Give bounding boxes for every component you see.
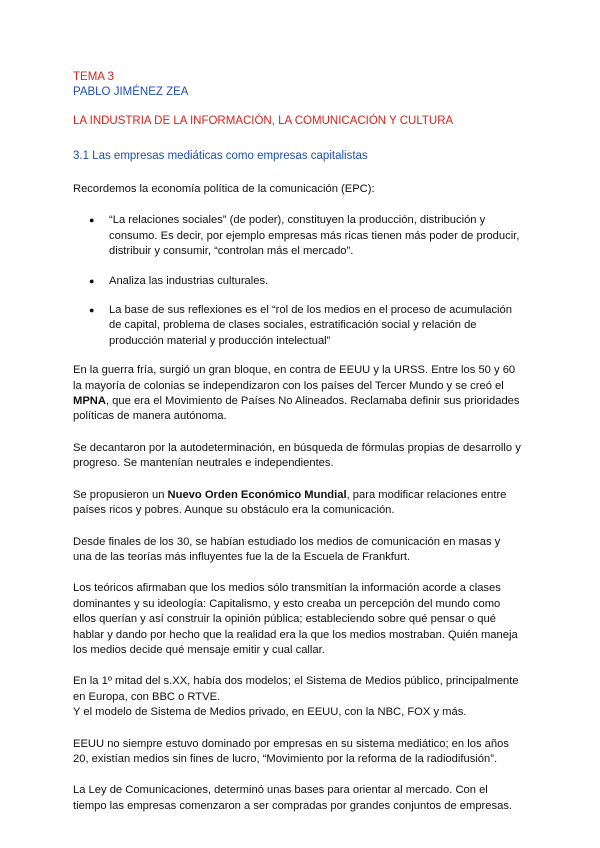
list-item: ● La base de sus reflexiones es el “rol de los medios en el proceso de acumulación de capital, problema de clases sociales, estratificación social y relación de producción material y producción intelectual” (89, 304, 512, 347)
paragraph-nuevo-orden: Se propusieron un Nuevo Orden Económico Mundial, para modificar relaciones entre países ricos y pobres. Aunque su obstáculo era la comunicación. (73, 488, 507, 517)
list-item: ● “La relaciones sociales” (de poder), constituyen la producción, distribución y consumo. Es decir, por ejemplo empresas más ricas tienen más poder de producir, distribuir y consumir, “controlan más el mercado”. (89, 214, 520, 258)
paragraph-teoricos: Los teóricos afirmaban que los medios sólo transmitían la información acorde a clases dominantes y su ideología: Capitalismo, y esto creaba un percepción del mundo como ellos querían y así construir la opinión pública; estableciendo sobre qué pensar o qué hablar y dando por hecho que la realidad era la que los medios mostraban. Quién maneja los medios decide qué mensaje emitir y cual callar. (73, 582, 518, 656)
paragraph-modelos-privado: Y el modelo de Sistema de Medios privado, en EEUU, con la NBC, FOX y más. (73, 706, 467, 719)
paragraph-autodeterminacion: Se decantaron por la autodeterminación, en búsqueda de fórmulas propias de desarrollo y progreso. Se mantenían neutrales e independientes. (73, 441, 521, 470)
paragraph-ley: La Ley de Comunicaciones, determinó unas bases para orientar al mercado. Con el tiempo las empresas comenzaron a ser compradas por grandes conjuntos de empresas. (73, 784, 513, 812)
bullet-list (73, 213, 522, 349)
list-item: ● Analiza las industrias culturales. (73, 274, 522, 289)
bullet-icon: ● (89, 215, 95, 226)
bullet-icon: ● (89, 275, 95, 286)
section-heading: 3.1 Las empresas mediáticas como empresas capitalistas (73, 150, 368, 162)
paragraph-guerra-fria: En la guerra fría, surgió un gran bloque, en contra de EEUU y la URSS. Entre los 50 y 60 la mayoría de colonias se independizaron con los países del Tercer Mundo y se creó el MPNA, que era el Movimiento de Países No Alineados. Reclamaba definir sus prioridades políticas de manera autónoma. (73, 364, 520, 423)
intro-paragraph: Recordemos la economía política de la comunicación (EPC): (73, 183, 375, 195)
document-title: LA INDUSTRIA DE LA INFORMACIÓN, LA COMUNICACIÓN Y CULTURA (73, 115, 454, 127)
topic-label: TEMA 3 (73, 71, 114, 83)
author-name: PABLO JIMÉNEZ ZEA (73, 86, 189, 98)
paragraph-frankfurt: Desde finales de los 30, se habían estudiado los medios de comunicación en masas y una de las teorías más influyentes fue la de la Escuela de Frankfurt. (73, 535, 501, 563)
bullet-icon: ● (89, 305, 95, 316)
paragraph-modelos-publico: En la 1º mitad del s.XX, había dos modelos; el Sistema de Medios público, principalmente en Europa, con BBC o RTVE. (73, 675, 519, 703)
paragraph-eeuu: EEUU no siempre estuvo dominado por empresas en su sistema mediático; en los años 20, existían medios sin fines de lucro, “Movimiento por la reforma de la radiodifusión”. (73, 737, 509, 765)
